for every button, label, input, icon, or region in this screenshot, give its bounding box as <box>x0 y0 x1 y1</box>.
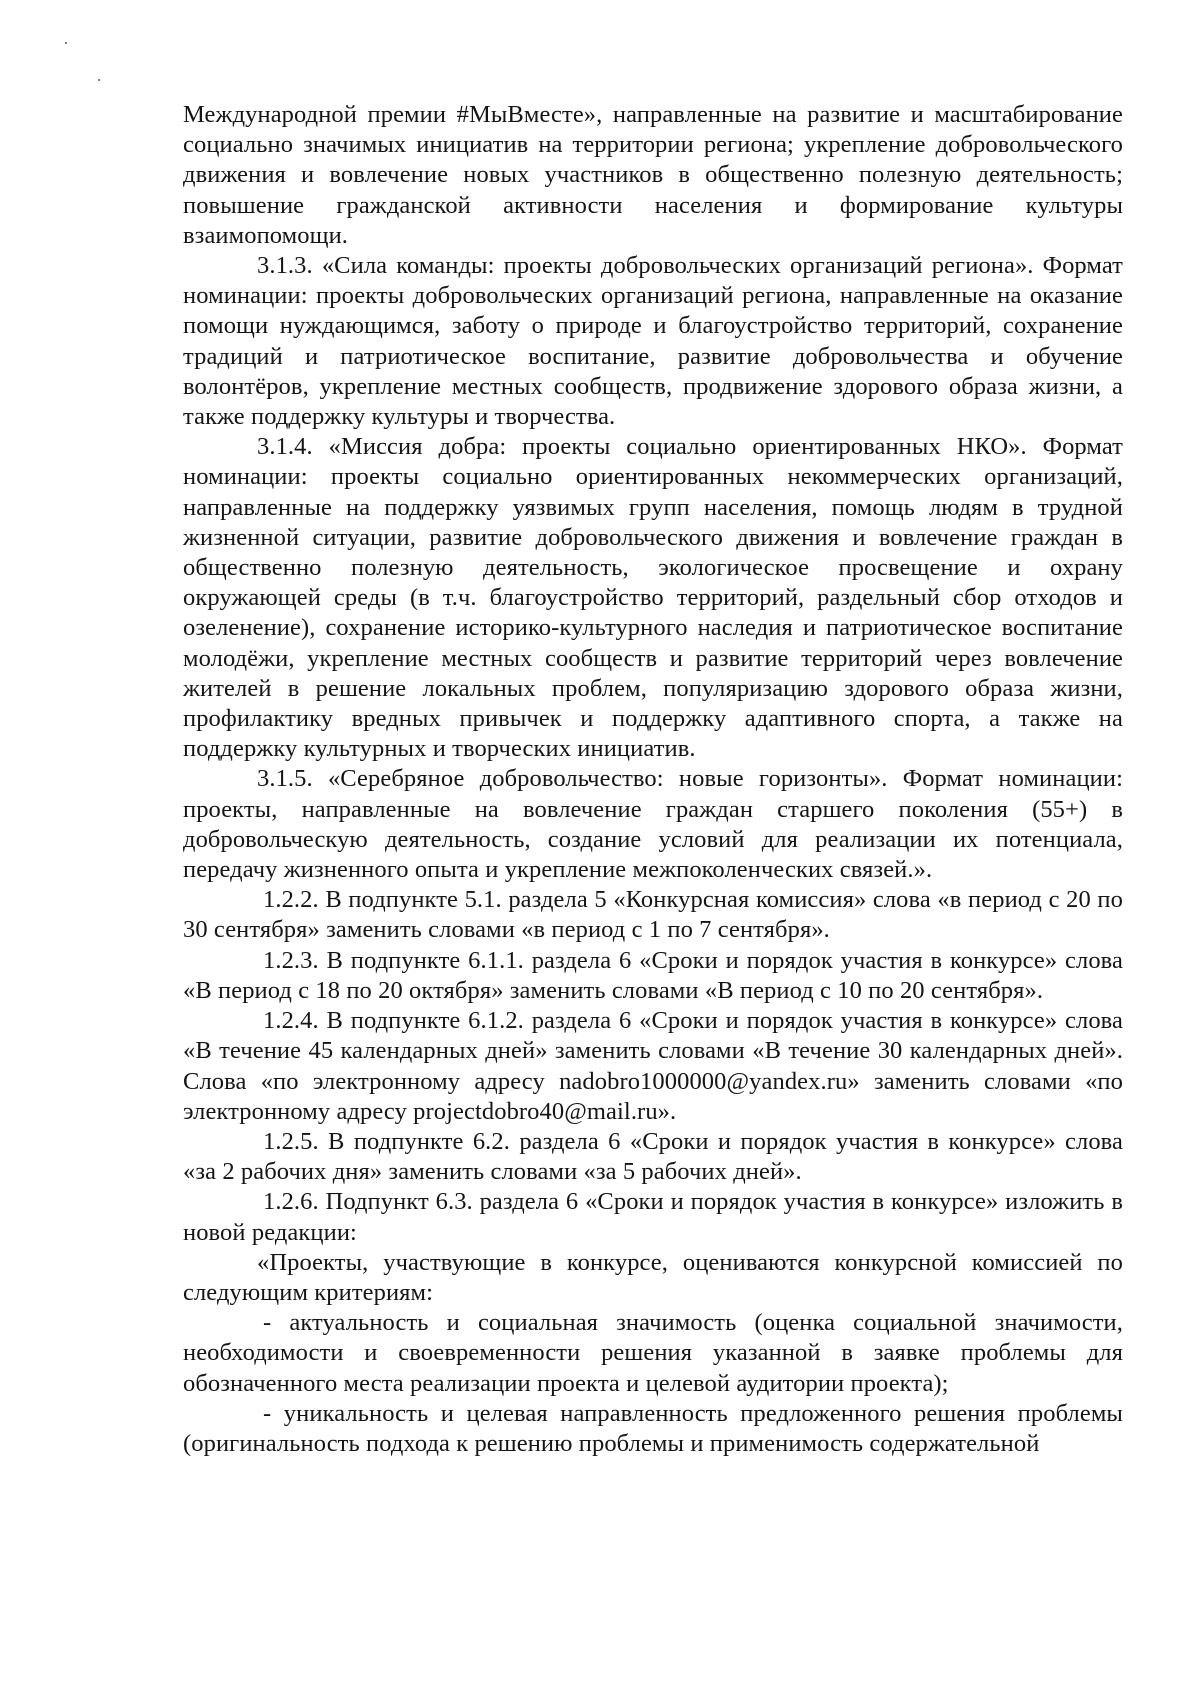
paragraph-criterion-uniqueness: - уникальность и целевая направленность предложенного решения проблемы (оригинальность подхода к решению проблемы и применимость содержательной <box>183 1399 1123 1457</box>
document-body <box>183 100 1123 1459</box>
paragraph-item-1-2-2: 1.2.2. В подпункте 5.1. раздела 5 «Конкурсная комиссия» слова «в период с 20 по 30 сентября» заменить словами «в период с 1 по 7 сентября». <box>183 886 1123 944</box>
paragraph-item-1-2-6: 1.2.6. Подпункт 6.3. раздела 6 «Сроки и порядок участия в конкурсе» изложить в новой редакции: <box>183 1188 1123 1246</box>
paragraph-item-1-2-4: 1.2.4. В подпункте 6.1.2. раздела 6 «Сроки и порядок участия в конкурсе» слова «В течение 45 календарных дней» заменить словами «В течение 30 календарных дней». Слова «по электронному адресу nadobro1000000@yandex.ru» заменить словами «по электронному адресу projectdobro40@mail.ru». <box>183 1007 1123 1125</box>
paragraph-quote-criteria-intro: «Проекты, участвующие в конкурсе, оцениваются конкурсной комиссией по следующим критериям: <box>183 1248 1123 1306</box>
paragraph-item-1-2-5: 1.2.5. В подпункте 6.2. раздела 6 «Сроки и порядок участия в конкурсе» слова «за 2 рабочих дня» заменить словами «за 5 рабочих дней». <box>183 1127 1123 1186</box>
paragraph-intro-continuation: Международной премии #МыВместе», направленные на развитие и масштабирование социально значимых инициатив на территории региона; укрепление добровольческого движения и вовлечение новых участников в общественно полезную деятельность; повышение гражданской активности населения и формирование культуры взаимопомощи. <box>183 101 1123 249</box>
paragraph-criterion-relevance: - актуальность и социальная значимость (оценка социальной значимости, необходимости и своевременности решения указанной в заявке проблемы для обозначенного места реализации проекта и целевой аудитории проекта); <box>183 1309 1123 1397</box>
paragraph-item-3-1-3: 3.1.3. «Сила команды: проекты добровольческих организаций региона». Формат номинации: проекты добровольческих организаций региона, направленные на оказание помощи нуждающимся, заботу о природе и благоустройство территорий, сохранение традиций и патриотическое воспитание, развитие добровольчества и обучение волонтёров, укрепление местных сообществ, продвижение здорового образа жизни, а также поддержку культуры и творчества. <box>183 252 1123 431</box>
paragraph-item-3-1-4: 3.1.4. «Миссия добра: проекты социально ориентированных НКО». Формат номинации: проекты социально ориентированных некоммерческих организаций, направленные на поддержку уязвимых групп населения, помощь людям в трудной жизненной ситуации, развитие добровольческого движения и вовлечение граждан в общественно полезную деятельность, экологическое просвещение и охрану окружающей среды (в т.ч. благоустройство территорий, раздельный сбор отходов и озеленение), сохранение историко-культурного наследия и патриотическое воспитание молодёжи, укрепление местных сообществ и развитие территорий через вовлечение жителей в решение локальных проблем, популяризацию здорового образа жизни, профилактику вредных привычек и поддержку адаптивного спорта, а также на поддержку культурных и творческих инициатив. <box>183 433 1123 763</box>
paragraph-item-3-1-5: 3.1.5. «Серебряное добровольчество: новые горизонты». Формат номинации: проекты, направленные на вовлечение граждан старшего поколения (55+) в добровольческую деятельность, создание условий для реализации их потенциала, передачу жизненного опыта и укрепление межпоколенческих связей.». <box>183 765 1123 884</box>
paragraph-item-1-2-3: 1.2.3. В подпункте 6.1.1. раздела 6 «Сроки и порядок участия в конкурсе» слова «В период с 18 по 20 октября» заменить словами «В период с 10 по 20 сентября». <box>183 946 1123 1004</box>
